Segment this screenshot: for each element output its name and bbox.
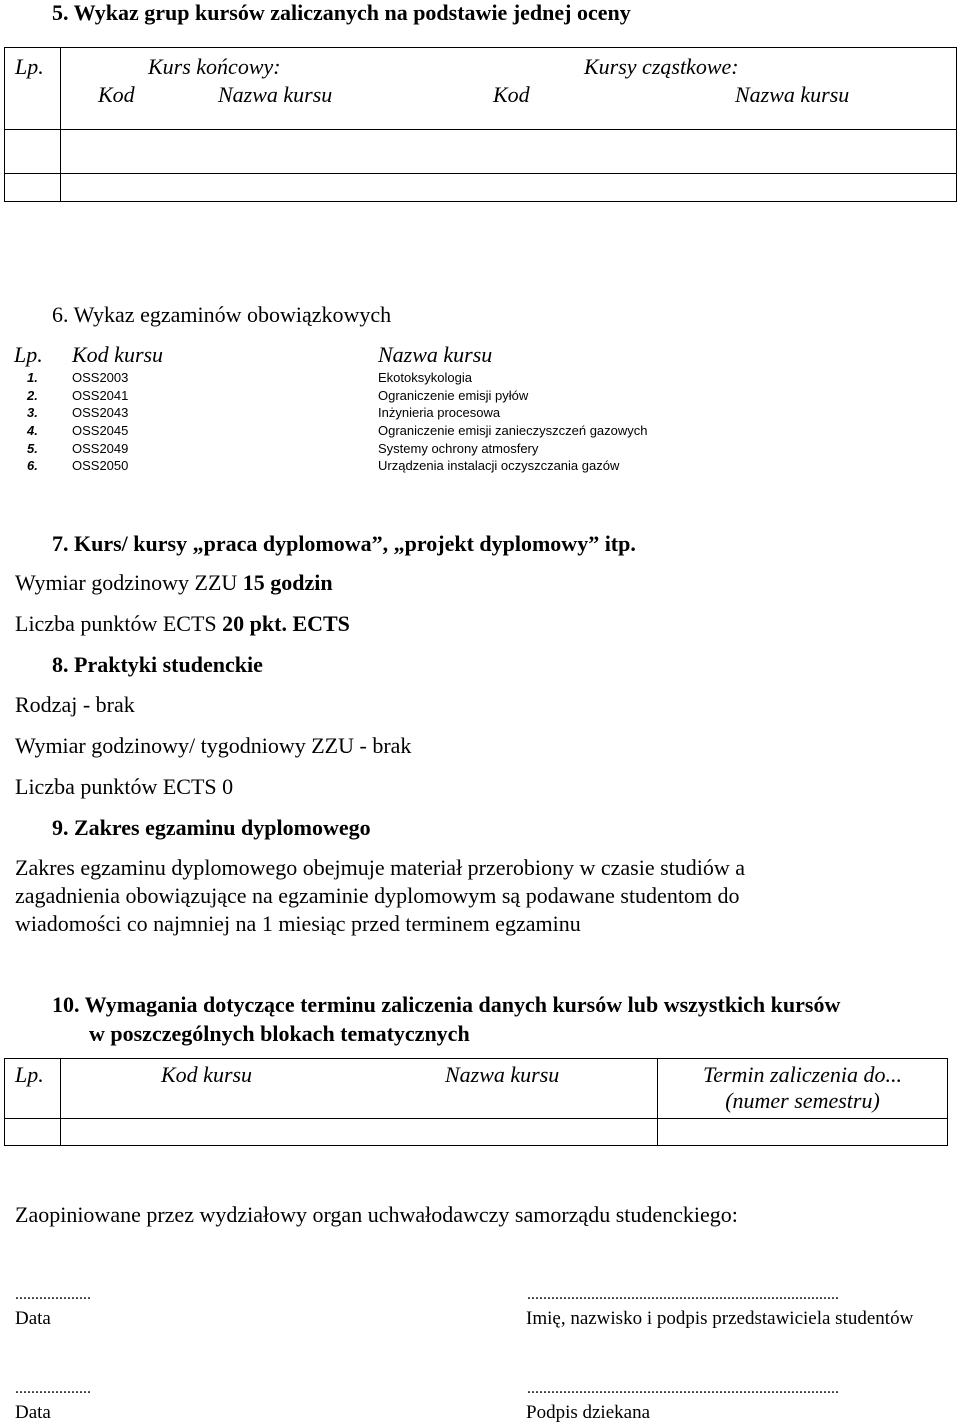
course-name: Ograniczenie emisji pyłów — [378, 388, 529, 403]
section-6-heading: 6. Wykaz egzaminów obowiązkowych — [52, 302, 392, 327]
date-dots: ................... — [15, 1380, 91, 1397]
lp-header: Lp. — [15, 1062, 44, 1087]
exam-scope-text: wiadomości co najmniej na 1 miesiąc przed terminem egzaminu — [15, 911, 581, 936]
list-item — [0, 457, 960, 475]
course-code: OSS2003 — [72, 370, 129, 385]
table-row — [5, 174, 957, 202]
internship-hours: Wymiar godzinowy/ tygodniowy ZZU - brak — [15, 733, 412, 758]
course-code-header: Kod kursu — [161, 1062, 253, 1087]
student-representative-signature-label: Imię, nazwisko i podpis przedstawiciela studentów — [526, 1308, 914, 1329]
course-name-header: Nazwa kursu — [218, 82, 333, 107]
row-number: 6. — [27, 458, 38, 473]
row-number: 3. — [27, 405, 38, 420]
list-item — [0, 440, 960, 457]
course-code: OSS2045 — [72, 423, 129, 438]
exam-scope-text: Zakres egzaminu dyplomowego obejmuje materiał przerobiony w czasie studiów a — [15, 855, 746, 880]
section-7-heading: 7. Kurs/ kursy „praca dyplomowa”, „projekt dyplomowy” itp. — [52, 531, 636, 556]
row-number: 1. — [27, 370, 38, 385]
exams-list — [0, 369, 960, 475]
course-code: OSS2050 — [72, 458, 129, 473]
course-name: Systemy ochrony atmosfery — [378, 441, 539, 456]
hours-label: Wymiar godzinowy ZZU — [15, 570, 243, 595]
internship-type: Rodzaj - brak — [15, 692, 135, 717]
course-name: Urządzenia instalacji oczyszczania gazów — [378, 458, 620, 473]
exam-scope-text: zagadnienia obowiązujące na egzaminie dyplomowym są podawane studentom do — [15, 883, 740, 908]
course-name-header: Nazwa kursu — [378, 342, 493, 367]
deadline-header: Termin zaliczenia do... — [702, 1062, 903, 1087]
kod-header: Kod — [493, 82, 530, 107]
courses-group-table — [4, 47, 957, 202]
section-10-heading: 10. Wymagania dotyczące terminu zaliczenia danych kursów lub wszystkich kursów — [52, 992, 841, 1017]
hours-line — [15, 570, 333, 596]
row-number: 5. — [27, 441, 38, 456]
internship-ects: Liczba punktów ECTS 0 — [15, 774, 234, 799]
table-header-row — [5, 1059, 948, 1119]
section-8-heading: 8. Praktyki studenckie — [52, 652, 263, 677]
ects-label: Liczba punktów ECTS — [15, 611, 223, 636]
section-10-heading-cont: w poszczególnych blokach tematycznych — [89, 1021, 470, 1046]
row-number: 4. — [27, 423, 38, 438]
course-name-header: Nazwa kursu — [445, 1062, 560, 1087]
list-item — [0, 369, 960, 387]
requirements-table — [4, 1058, 948, 1146]
table-row — [5, 130, 957, 174]
list-item — [0, 422, 960, 440]
date-label: Data — [15, 1308, 51, 1329]
list-item — [0, 387, 960, 404]
partial-courses-header: Kursy cząstkowe: — [584, 54, 739, 79]
final-course-header: Kurs końcowy: — [148, 54, 281, 79]
course-code: OSS2041 — [72, 388, 129, 403]
dean-signature-label: Podpis dziekana — [526, 1402, 651, 1423]
course-code: OSS2049 — [72, 441, 129, 456]
signature-dots: .............................................................................. — [527, 1286, 839, 1303]
date-dots: ................... — [15, 1286, 91, 1303]
course-name: Inżynieria procesowa — [378, 405, 501, 420]
ects-value: 20 pkt. ECTS — [222, 611, 350, 636]
kod-header: Kod — [98, 82, 135, 107]
course-name: Ograniczenie emisji zanieczyszczeń gazowych — [378, 423, 648, 438]
ects-line — [15, 611, 350, 637]
course-name: Ekotoksykologia — [378, 370, 472, 385]
lp-header: Lp. — [15, 54, 44, 79]
semester-header: (numer semestru) — [725, 1088, 880, 1113]
section-9-heading: 9. Zakres egzaminu dyplomowego — [52, 815, 371, 840]
section-5-heading: 5. Wykaz grup kursów zaliczanych na podstawie jednej oceny — [52, 0, 631, 25]
table-row — [5, 1119, 948, 1146]
course-code-header: Kod kursu — [72, 342, 164, 367]
opinion-statement: Zaopiniowane przez wydziałowy organ uchwałodawczy samorządu studenckiego: — [15, 1202, 738, 1227]
row-number: 2. — [27, 388, 38, 403]
table-header-row — [5, 48, 957, 130]
course-code: OSS2043 — [72, 405, 129, 420]
list-item — [0, 404, 960, 422]
signature-dots: .............................................................................. — [527, 1380, 839, 1397]
course-name-header: Nazwa kursu — [735, 82, 850, 107]
hours-value: 15 godzin — [242, 570, 333, 595]
date-label: Data — [15, 1402, 51, 1423]
lp-header: Lp. — [14, 342, 43, 367]
